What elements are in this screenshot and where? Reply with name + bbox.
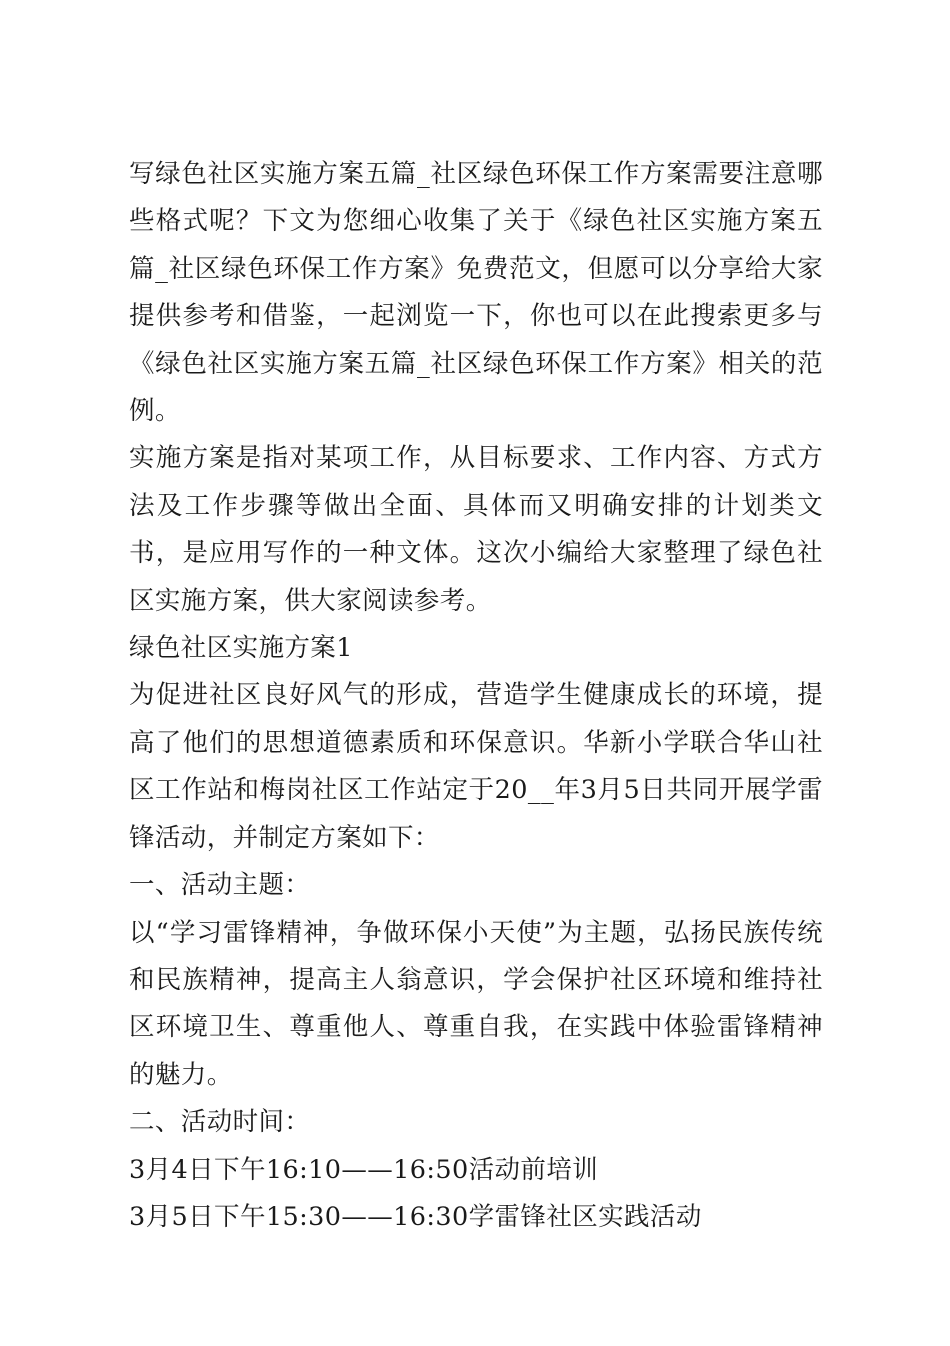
section-title: 绿色社区实施方案1 [129, 633, 353, 664]
purpose-paragraph: 为促进社区良好风气的形成，营造学生健康成长的环境，提高了他们的思想道德素质和环保意识。华新小学联合华山社区工作站和梅岗社区工作站定于20__年3月5日共同开展学雷锋活动，并制定方案如下： [129, 680, 823, 853]
heading-time: 二、活动时间： [129, 1107, 311, 1138]
theme-paragraph: 以“学习雷锋精神，争做环保小天使”为主题，弘扬民族传统和民族精神，提高主人翁意识，学会保护社区环境和维持社区环境卫生、尊重他人、尊重自我，在实践中体验雷锋精神的魅力。 [129, 917, 823, 1090]
document-body [129, 151, 823, 1241]
heading-theme: 一、活动主题： [129, 870, 311, 901]
definition-paragraph: 实施方案是指对某项工作，从目标要求、工作内容、方式方法及工作步骤等做出全面、具体而又明确安排的计划类文书，是应用写作的一种文体。这次小编给大家整理了绿色社区实施方案，供大家阅读参考。 [129, 443, 823, 616]
schedule-item: 3月5日下午15:30——16:30学雷锋社区实践活动 [129, 1201, 702, 1232]
schedule-item: 3月4日下午16:10——16:50活动前培训 [129, 1154, 599, 1185]
intro-paragraph: 写绿色社区实施方案五篇_社区绿色环保工作方案需要注意哪些格式呢？下文为您细心收集了关于《绿色社区实施方案五篇_社区绿色环保工作方案》免费范文，但愿可以分享给大家提供参考和借鉴，一起浏览一下，你也可以在此搜索更多与《绿色社区实施方案五篇_社区绿色环保工作方案》相关的范例。 [129, 159, 823, 427]
